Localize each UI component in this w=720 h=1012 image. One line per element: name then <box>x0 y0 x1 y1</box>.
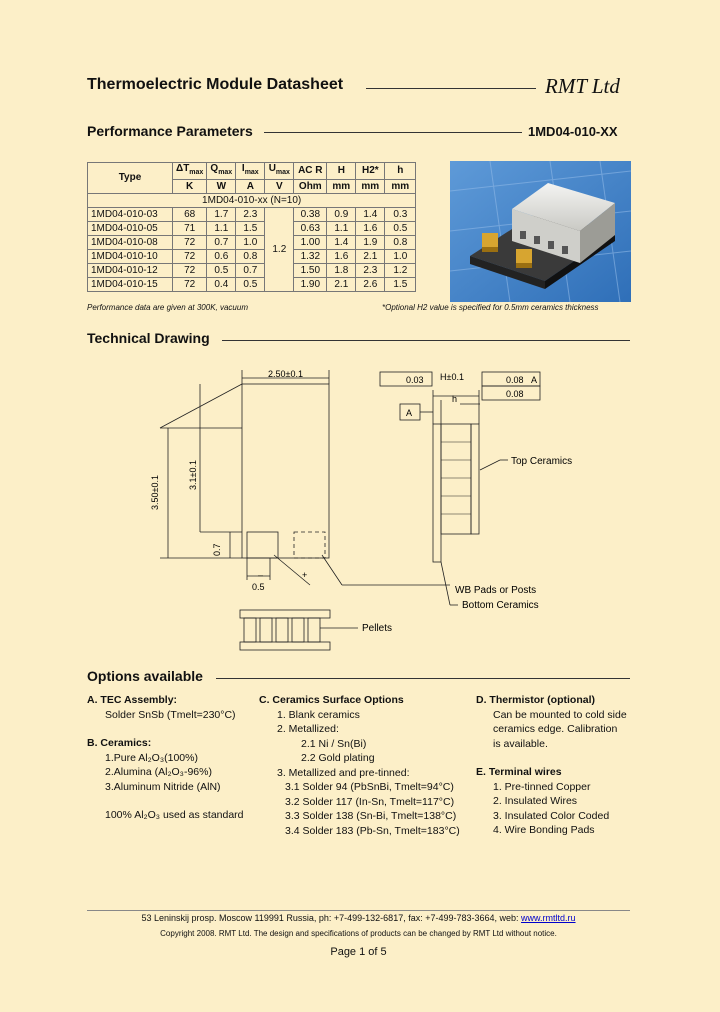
option-line: 1. Pre-tinned Copper <box>493 780 591 793</box>
cell: 1.32 <box>294 250 327 264</box>
option-b-title: B. Ceramics: <box>87 737 152 749</box>
cell: 0.7 <box>207 236 236 250</box>
cell: 1.6 <box>327 250 356 264</box>
option-line: 1. Blank ceramics <box>277 708 360 721</box>
drawing-rule <box>222 340 630 341</box>
table-row <box>88 236 416 250</box>
datum-a: A <box>406 408 413 418</box>
cell: 1.5 <box>236 222 265 236</box>
dim-width: 2.50±0.1 <box>268 369 303 379</box>
dim-thickness: H±0.1 <box>440 372 464 382</box>
option-line: Can be mounted to cold side <box>493 708 627 721</box>
cell: 2.3 <box>356 264 385 278</box>
options-col-3 <box>476 693 636 838</box>
cell: 0.5 <box>207 264 236 278</box>
unit-a: A <box>236 180 265 194</box>
group-row <box>88 194 416 208</box>
performance-title: Performance Parameters <box>87 123 253 139</box>
option-line: 3.4 Solder 183 (Pb-Sn, Tmelt=183°C) <box>285 824 460 837</box>
table-row <box>88 208 416 222</box>
datum-a-ref: A <box>531 375 538 385</box>
product-photo <box>450 161 631 302</box>
option-line: 3.Aluminum Nitride (AlN) <box>105 780 221 793</box>
option-line: 2.2 Gold plating <box>301 752 375 764</box>
option-line: 3.3 Solder 138 (Sn-Bi, Tmelt=138°C) <box>285 810 457 822</box>
cell: 0.8 <box>385 236 416 250</box>
cell: 0.7 <box>236 264 265 278</box>
table-row <box>88 222 416 236</box>
cell: 0.3 <box>385 208 416 222</box>
cell: 1MD04-010-10 <box>88 250 173 264</box>
cell: 0.38 <box>294 208 327 222</box>
col-qmax: $Q_{max}$ <box>207 163 236 180</box>
cell: 0.9 <box>327 208 356 222</box>
options-col-1 <box>87 693 257 823</box>
col-type: Type <box>88 163 173 194</box>
label-pellets: Pellets <box>362 623 393 634</box>
unit-mm: mm <box>327 180 356 194</box>
dim-flatness: 0.03 <box>406 375 424 385</box>
option-line: 4. Wire Bonding Pads <box>493 824 595 836</box>
option-line: 2. Metallized: <box>277 723 339 735</box>
header-rule <box>366 88 536 89</box>
table-row <box>88 264 416 278</box>
cell: 2.3 <box>236 208 265 222</box>
cell: 1MD04-010-08 <box>88 236 173 250</box>
dim-parallel: 0.08 <box>506 375 524 385</box>
cell: 1.1 <box>327 222 356 236</box>
dim-h: h <box>452 394 458 404</box>
dim-flatness-2: 0.08 <box>506 389 524 399</box>
cell: 0.5 <box>236 278 265 292</box>
col-acr: AC R <box>294 163 327 180</box>
option-line: Solder SnSb (Tmelt=230°C) <box>105 708 236 721</box>
cell: 0.63 <box>294 222 327 236</box>
cell: 1MD04-010-03 <box>88 208 173 222</box>
unit-mm: mm <box>356 180 385 194</box>
cell: 0.5 <box>385 222 416 236</box>
plus-terminal: + <box>302 570 308 580</box>
cell: 1.50 <box>294 264 327 278</box>
cell: 1.9 <box>356 236 385 250</box>
performance-rule <box>264 132 522 133</box>
label-bottom-ceramics: Bottom Ceramics <box>462 600 539 611</box>
label-pads: WB Pads or Posts <box>455 585 537 596</box>
cell: 2.1 <box>356 250 385 264</box>
cell: 0.4 <box>207 278 236 292</box>
unit-ohm: Ohm <box>294 180 327 194</box>
cell: 1.6 <box>356 222 385 236</box>
unit-k: K <box>173 180 207 194</box>
label-top-ceramics: Top Ceramics <box>511 456 573 467</box>
option-line: 2.1 Ni / Sn(Bi) <box>301 737 367 750</box>
drawing-title: Technical Drawing <box>87 330 210 346</box>
option-a-title: A. TEC Assembly: <box>87 694 178 706</box>
document-title: Thermoelectric Module Datasheet <box>87 76 344 93</box>
option-d-title: D. Thermistor (optional) <box>476 694 595 706</box>
option-line: 3.2 Solder 117 (In-Sn, Tmelt=117°C) <box>285 795 455 808</box>
dim-inner: 3.1±0.1 <box>188 460 198 490</box>
option-line: ceramics edge. Calibration <box>493 723 618 735</box>
options-title: Options available <box>87 668 203 684</box>
cell: 1MD04-010-05 <box>88 222 173 236</box>
page-number: Page 1 of 5 <box>330 946 387 958</box>
cell: 72 <box>173 236 207 250</box>
option-line: 3.1 Solder 94 (PbSnBi, Tmelt=94°C) <box>285 781 454 793</box>
cell: 1.90 <box>294 278 327 292</box>
cell: 71 <box>173 222 207 236</box>
cell: 1.4 <box>356 208 385 222</box>
cell: 1.0 <box>236 236 265 250</box>
model-number: 1MD04-010-XX <box>528 124 618 139</box>
cell: 1.4 <box>327 236 356 250</box>
option-line: 2. Insulated Wires <box>493 795 578 807</box>
cell: 1.8 <box>327 264 356 278</box>
spacer <box>87 794 257 808</box>
option-line: 100% Al₂O₃ used as standard <box>105 809 244 821</box>
option-line: is available. <box>493 737 548 750</box>
option-line: 3. Insulated Color Coded <box>493 809 610 822</box>
spacer <box>87 722 257 736</box>
minus-terminal: – <box>258 570 264 580</box>
cell: 72 <box>173 264 207 278</box>
cell: 2.6 <box>356 278 385 292</box>
col-h: H <box>327 163 356 180</box>
cell: 1MD04-010-12 <box>88 264 173 278</box>
col-umax: $U_{max}$ <box>265 163 294 180</box>
option-line: 1.Pure Al₂O₃(100%) <box>105 751 198 764</box>
address-text: 53 Leninskij prosp. Moscow 119991 Russia, ph: +7-499-132-6817, fax: +7-499-783-3664, web: <box>141 913 522 923</box>
cell: 1.2 <box>385 264 416 278</box>
col-dtmax: $\Delta T_{max}$ <box>173 163 207 180</box>
cell: 1.7 <box>207 208 236 222</box>
h2-note: *Optional H2 value is specified for 0.5mm ceramics thickness <box>382 303 599 312</box>
col-imax: $I_{max}$ <box>236 163 265 180</box>
cell: 1.00 <box>294 236 327 250</box>
table-header-row <box>88 163 416 180</box>
cell: 72 <box>173 250 207 264</box>
group-label: 1MD04-010-xx (N=10) <box>88 194 416 208</box>
unit-mm: mm <box>385 180 416 194</box>
brand-logo: RMT Ltd <box>545 74 620 98</box>
spacer <box>476 751 636 765</box>
unit-v: V <box>265 180 294 194</box>
cell: 1.1 <box>207 222 236 236</box>
option-e-title: E. Terminal wires <box>476 766 562 778</box>
copyright-text: Copyright 2008. RMT Ltd. The design and specifications of products can be changed by RMT Ltd without notice. <box>160 929 557 938</box>
cell: 2.1 <box>327 278 356 292</box>
technical-drawing <box>150 360 590 660</box>
options-rule <box>216 678 630 679</box>
option-line: 2.Alumina (Al₂O₃-96%) <box>105 766 212 778</box>
footer-rule <box>87 910 630 911</box>
cell: 72 <box>173 278 207 292</box>
cell: 1.5 <box>385 278 416 292</box>
footer-address <box>87 913 630 923</box>
umax-cell: 1.2 <box>265 208 294 292</box>
dim-height: 3.50±0.1 <box>150 475 160 510</box>
table-row <box>88 250 416 264</box>
option-line: 3. Metallized and pre-tinned: <box>277 766 410 779</box>
col-h2: H2* <box>356 163 385 180</box>
cell: 68 <box>173 208 207 222</box>
cell: 1.0 <box>385 250 416 264</box>
website-link[interactable]: www.rmtltd.ru <box>521 913 576 923</box>
col-hsmall: h <box>385 163 416 180</box>
cell: 0.8 <box>236 250 265 264</box>
unit-w: W <box>207 180 236 194</box>
dim-pad-h: 0.7 <box>212 543 222 556</box>
performance-note: Performance data are given at 300K, vacuum <box>87 303 248 312</box>
options-col-2 <box>259 693 474 838</box>
dim-pad-w: 0.5 <box>252 582 265 592</box>
performance-table <box>87 162 416 292</box>
cell: 1MD04-010-15 <box>88 278 173 292</box>
table-row <box>88 278 416 292</box>
option-c-title: C. Ceramics Surface Options <box>259 694 404 706</box>
cell: 0.6 <box>207 250 236 264</box>
